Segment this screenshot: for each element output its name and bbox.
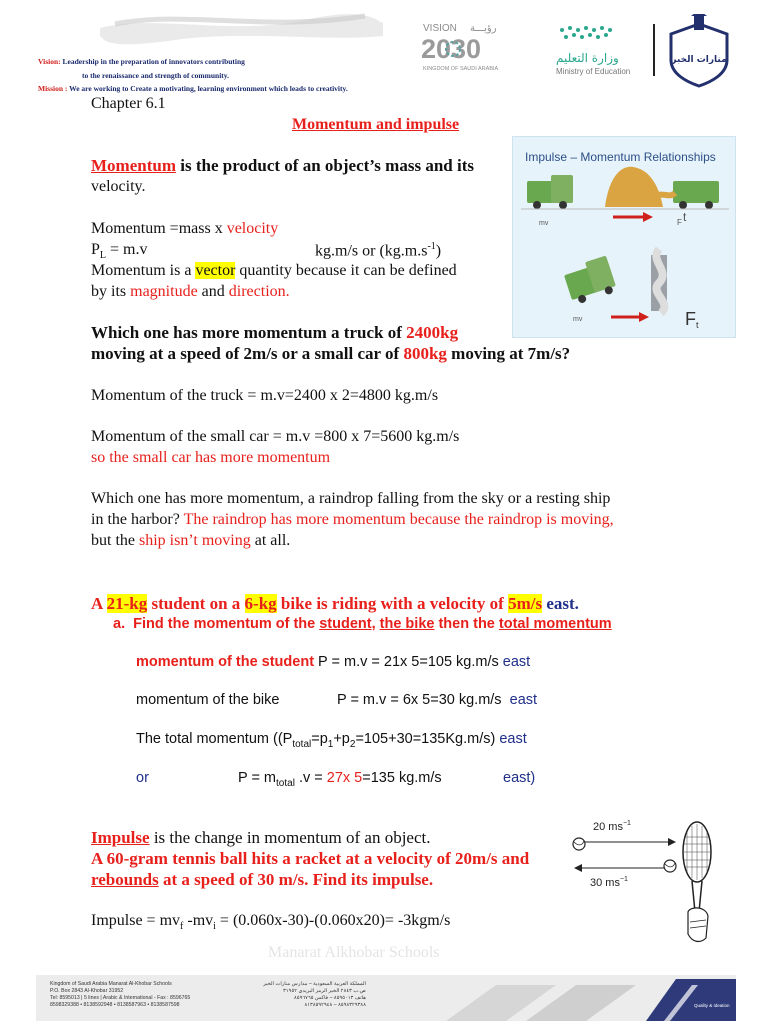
svg-text:Impulse – Momentum Relationshi: Impulse – Momentum Relationships <box>525 150 716 164</box>
svg-text:VISION: VISION <box>423 23 457 34</box>
svg-text:mv: mv <box>573 316 583 323</box>
impulse-definition: Impulse is the change in momentum of an object. <box>91 828 431 847</box>
impulse-question-line2: rebounds at a speed of 30 m/s. Find its impulse. <box>91 870 434 889</box>
school-crest-logo <box>663 14 735 88</box>
car-momentum-answer: Momentum of the small car = m.v =800 x 7=5600 kg.m/s <box>91 428 460 445</box>
tennis-racket-illustration <box>560 812 730 952</box>
svg-text:رؤيـــة: رؤيـــة <box>470 23 497 34</box>
impulse-equation: Impulse = $mv_f$ $-mv_i = (0.060x-30)-(0.060x20)= -3kgm/s$ <box>91 912 451 933</box>
svg-text:mv: mv <box>539 220 549 227</box>
svg-text:30 ms−1: 30 $ms^{-1}$ <box>590 876 628 889</box>
question-truck-vs-car: Which one has more momentum a truck of 2400kg <box>91 323 459 342</box>
svg-text:Quality & Ideation: Quality & Ideation <box>694 1003 730 1008</box>
mission-statement: Mission : We are working to Create a motivating, learning environment which leads to creativity. <box>38 84 348 93</box>
total-momentum-calc: The total momentum ($(P_{total}=p_1+p_2=105+30=135Kg.m/s)$ east <box>136 731 527 750</box>
momentum-definition: Momentum is the product of an object’s mass and its <box>91 156 474 175</box>
comparison-conclusion: so the small car has more momentum <box>91 449 331 466</box>
vision-2030-logo <box>415 18 515 76</box>
svg-text:منارات الخبر: منارات الخبر <box>671 55 727 65</box>
vector-statement: Momentum is a vector quantity because it can be defined <box>91 262 457 279</box>
footer-address-ar: المملكة العربية السعودية – مدارس منارات الخبر ص.ب ٢٨٤٣ الخبر الرمز البريدي ٣١٩٥٢ هاتف ٨٥٩٥٠١٣ – فاكس ٨٥٩٦٧٦٥ ٨٥٩٨٣٢٩٣٨٨ – ٨١٣٨٥٩٢٩٤٨ <box>263 981 366 1008</box>
question-raindrop-vs-ship-line3: but the ship isn’t moving at all. <box>91 532 291 549</box>
question-raindrop-vs-ship-line2: in the harbor? The raindrop has more momentum because the raindrop is moving, <box>91 511 614 528</box>
chapter-label: Chapter 6.1 <box>91 95 166 112</box>
vision-statement: Vision: Leadership in the preparation of innovators contributing <box>38 57 245 66</box>
svg-text:t: t <box>696 320 699 330</box>
svg-text:F: F <box>685 309 696 329</box>
page-title: Momentum and impulse <box>292 116 460 133</box>
svg-text:20 ms−1: 20 $ms^{-1}$ <box>593 820 631 833</box>
svg-text:F: F <box>677 218 682 227</box>
svg-text:2030: 2030 <box>421 34 482 64</box>
bike-momentum-calc: P = m.v = 6x 5=30 kg.m/s east <box>337 692 538 708</box>
footer-bar <box>36 975 736 1021</box>
svg-text:Ministry of Education: Ministry of Education <box>556 67 631 76</box>
or-label: or <box>136 770 149 786</box>
momentum-units: kg.m/s or $(kg.m.s^{-1})$ <box>315 241 442 260</box>
svg-text:وزارة التعليم: وزارة التعليم <box>556 51 619 65</box>
vector-statement-line2: by its magnitude and direction. <box>91 283 290 300</box>
problem-student-bike: A 21-kg student on a 6-kg bike is riding with a velocity of 5m/s east. <box>91 594 579 613</box>
momentum-definition-line2: velocity. <box>91 178 146 195</box>
impulse-momentum-figure <box>512 136 736 338</box>
truck-momentum-answer: Momentum of the truck = m.v=2400 x 2=4800 kg.m/s <box>91 387 439 404</box>
svg-text:t: t <box>683 210 687 224</box>
momentum-formula-symbols: $P_L = m.v$ <box>91 241 148 262</box>
footer-address-en: Kingdom of Saudi Arabia Manarat Al-Khobar Schools P.O. Box 2843 Al-Khobar 31952 Tel: 8595013 | 5 lines | Arabic & International - Fax : 8596765 8598329388 • 8138592948 • 8138587963 • 8138587598 <box>50 981 191 1008</box>
header-brush-decoration <box>95 6 385 46</box>
footer-watermark: Manarat Alkhobar Schools <box>268 944 440 961</box>
footer-stripe-decoration <box>436 975 736 1021</box>
svg-text:KINGDOM OF SAUDI ARABIA: KINGDOM OF SAUDI ARABIA <box>423 66 499 72</box>
or-east-label: east) <box>503 770 536 786</box>
total-momentum-alt-calc: $P = m_{total}$ .v = 27x 5=135 kg.m/s <box>238 770 442 789</box>
part-a-question: a. Find the momentum of the student, the bike then the total momentum <box>113 616 612 632</box>
question-truck-vs-car-line2: moving at a speed of 2m/s or a small car of 800kg moving at 7m/s? <box>91 344 571 363</box>
vision-statement-line2: to the renaissance and strength of community. <box>82 71 230 80</box>
ministry-of-education-logo <box>550 22 645 80</box>
momentum-formula-words: Momentum =mass x velocity <box>91 220 279 237</box>
bike-momentum-label: momentum of the bike <box>136 692 280 708</box>
impulse-question: A 60-gram tennis ball hits a racket at a velocity of 20m/s and <box>91 849 530 868</box>
student-momentum-calc: momentum of the student P = m.v = 21x 5=105 kg.m/s east <box>136 654 531 670</box>
question-raindrop-vs-ship: Which one has more momentum, a raindrop falling from the sky or a resting ship <box>91 490 611 507</box>
header-divider <box>653 24 655 76</box>
